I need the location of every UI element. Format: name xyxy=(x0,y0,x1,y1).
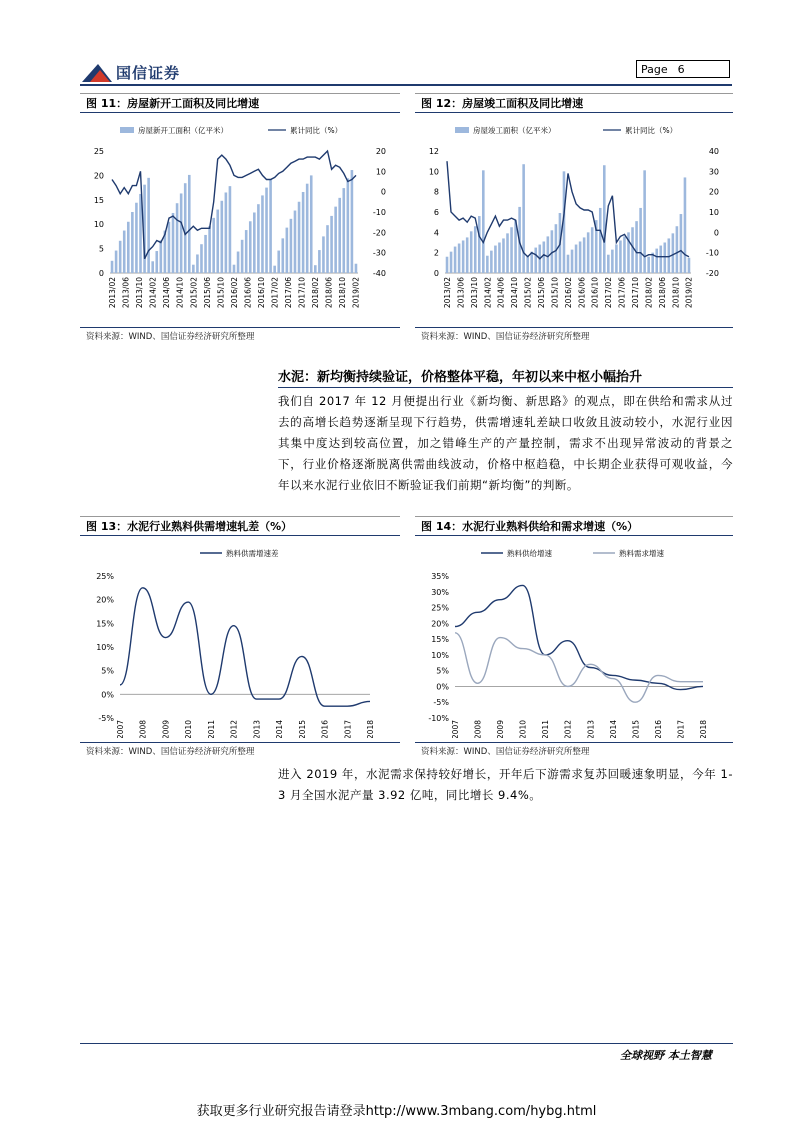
fig12-y-right-tick-1: -10 xyxy=(705,248,719,258)
fig11-legend-label-bars: 房屋新开工面积（亿平米） xyxy=(138,126,228,135)
header-rule xyxy=(80,84,732,86)
figure-13-title: 图 13：水泥行业熟料供需增速轧差（%） xyxy=(80,516,400,536)
fig11-x-tick-7: 2015/06 xyxy=(202,277,212,309)
figure-14-chart xyxy=(415,536,733,738)
fig13-x-tick-2: 2009 xyxy=(161,720,171,738)
page-number: 6 xyxy=(677,63,685,76)
footer-rule xyxy=(80,1043,733,1044)
fig12-legend-swatch-bars xyxy=(455,127,469,133)
fig12-x-tick-17: 2018/10 xyxy=(671,277,681,309)
fig12-bar-48 xyxy=(639,208,642,273)
fig11-bar-2 xyxy=(119,241,122,273)
fig12-x-tick-13: 2017/06 xyxy=(617,277,627,309)
fig13-x-tick-4: 2011 xyxy=(206,720,216,738)
fig12-y-right-tick-6: 40 xyxy=(708,147,719,156)
fig11-x-tick-1: 2013/06 xyxy=(121,277,131,309)
fig11-bar-50 xyxy=(314,265,317,273)
logo-icon xyxy=(80,58,114,84)
page-indicator xyxy=(636,60,730,78)
fig11-bar-47 xyxy=(302,192,305,273)
fig11-x-tick-11: 2016/10 xyxy=(256,277,266,309)
fig12-bar-32 xyxy=(575,245,578,273)
fig14-x-tick-4: 2011 xyxy=(541,720,551,738)
figure-12 xyxy=(415,93,733,345)
fig11-x-tick-10: 2016/06 xyxy=(243,277,253,309)
fig12-bar-14 xyxy=(502,238,505,273)
fig12-bar-49 xyxy=(643,170,646,273)
fig11-bar-3 xyxy=(123,231,126,273)
footer-slogan: 全球视野 本土智慧 xyxy=(620,1049,712,1062)
company-logo xyxy=(80,58,220,86)
fig12-x-tick-10: 2016/06 xyxy=(577,277,587,309)
fig12-bar-16 xyxy=(510,227,513,273)
fig12-y-right-tick-3: 10 xyxy=(708,208,719,217)
fig14-y-tick-3: 5% xyxy=(436,666,449,676)
fig11-x-tick-13: 2017/06 xyxy=(284,277,294,309)
fig12-bar-52 xyxy=(655,249,658,273)
fig11-y-left-tick-3: 15 xyxy=(93,195,104,205)
fig11-y-right-tick-4: 0 xyxy=(380,187,386,197)
fig11-x-tick-0: 2013/02 xyxy=(108,277,118,309)
fig13-y-tick-6: 25% xyxy=(96,572,114,581)
fig12-bar-30 xyxy=(567,255,570,273)
fig11-bar-38 xyxy=(265,188,268,273)
fig11-x-tick-15: 2018/02 xyxy=(311,277,321,309)
fig12-bar-6 xyxy=(470,231,473,273)
fig13-x-tick-7: 2014 xyxy=(275,720,285,738)
fig11-x-tick-8: 2015/10 xyxy=(216,277,226,309)
fig12-bar-21 xyxy=(530,252,533,273)
fig11-bar-27 xyxy=(221,201,224,273)
fig11-bar-34 xyxy=(249,221,252,273)
fig11-bar-28 xyxy=(225,192,228,273)
fig12-y-right-tick-0: -20 xyxy=(705,269,719,278)
fig14-x-tick-3: 2010 xyxy=(518,720,528,738)
fig13-y-tick-3: 10% xyxy=(96,643,114,652)
fig12-bar-40 xyxy=(607,255,610,273)
fig12-bar-12 xyxy=(494,246,497,273)
fig12-bar-38 xyxy=(599,208,602,273)
fig11-x-tick-14: 2017/10 xyxy=(297,277,307,309)
fig12-y-left-tick-2: 4 xyxy=(433,228,439,238)
fig12-legend-label-line: 累计同比（%） xyxy=(625,126,678,135)
fig12-bar-9 xyxy=(482,170,485,273)
fig11-x-tick-6: 2015/02 xyxy=(189,277,199,309)
fig11-bar-29 xyxy=(229,186,232,273)
fig11-bar-6 xyxy=(135,203,138,273)
fig11-bar-15 xyxy=(172,213,175,273)
fig12-x-tick-1: 2013/06 xyxy=(456,277,466,309)
fig11-y-right-tick-3: -10 xyxy=(372,208,386,217)
figure-11 xyxy=(80,93,400,345)
fig11-bar-4 xyxy=(127,222,130,273)
paragraph-2: 进入 2019 年，水泥需求保持较好增长，开年后下游需求复苏回暖速象明显，今年 1-3 月全国水泥产量 3.92 亿吨，同比增长 9.4%。 xyxy=(278,767,733,802)
fig12-bar-2 xyxy=(454,247,457,273)
fig11-bar-55 xyxy=(334,207,337,273)
fig12-bar-35 xyxy=(587,232,590,273)
fig14-x-tick-0: 2007 xyxy=(451,720,460,738)
fig11-bar-23 xyxy=(204,235,207,273)
fig12-bar-7 xyxy=(474,226,477,273)
fig14-x-tick-7: 2014 xyxy=(608,720,618,738)
fig12-bar-41 xyxy=(611,250,614,273)
fig12-bar-57 xyxy=(676,226,679,273)
fig14-y-tick-9: 35% xyxy=(431,572,449,581)
fig13-y-tick-4: 15% xyxy=(96,619,114,629)
figure-12-source: 资料来源：WIND、国信证券经济研究所整理 xyxy=(415,327,733,345)
fig11-bar-54 xyxy=(330,216,333,273)
fig11-bar-58 xyxy=(347,178,350,273)
figure-12-chart xyxy=(415,113,733,323)
fig11-bar-39 xyxy=(269,179,272,273)
fig12-bar-54 xyxy=(663,243,666,274)
fig12-bar-22 xyxy=(534,248,537,273)
fig14-x-tick-6: 2013 xyxy=(586,720,596,738)
figure-13 xyxy=(80,516,400,760)
fig11-y-left-tick-1: 5 xyxy=(98,244,104,254)
fig11-bar-7 xyxy=(139,194,142,273)
fig11-y-left-tick-5: 25 xyxy=(93,147,104,156)
fig13-x-tick-3: 2010 xyxy=(184,720,194,738)
figure-12-title: 图 12：房屋竣工面积及同比增速 xyxy=(415,93,733,113)
fig11-bar-40 xyxy=(273,266,276,273)
fig12-bar-46 xyxy=(631,227,634,273)
fig11-bar-51 xyxy=(318,250,321,273)
fig12-bar-44 xyxy=(623,236,626,273)
fig12-bar-13 xyxy=(498,243,501,274)
fig11-y-right-tick-2: -20 xyxy=(372,228,386,238)
paragraph-1: 我们自 2017 年 12 月便提出行业《新均衡、新思路》的观点，即在供给和需求从过去的高增长趋势逐渐呈现下行趋势，供需增速轧差缺口收敛且波动较小，水泥行业因其集中度达到较高位置，加之错峰生产的产量控制，需求不出现异常波动的背景之下，行业价格逐渐脱离供需曲线波动，价格中枢趋稳，中长期企业获得可观收益，今年以来水泥行业依旧不断验证我们前期“新均衡”的判断。 xyxy=(278,394,733,492)
fig12-bar-34 xyxy=(583,237,586,273)
fig12-y-left-tick-0: 0 xyxy=(433,269,439,278)
fig12-bar-39 xyxy=(603,165,606,273)
fig12-y-left-tick-1: 2 xyxy=(433,248,439,258)
fig12-bar-11 xyxy=(490,251,493,273)
fig11-bar-43 xyxy=(286,228,289,273)
fig14-y-tick-7: 25% xyxy=(431,603,449,613)
fig11-y-right-tick-1: -30 xyxy=(372,248,386,258)
fig12-bar-1 xyxy=(450,252,453,273)
fig12-x-tick-11: 2016/10 xyxy=(590,277,600,309)
fig12-bar-20 xyxy=(526,256,529,273)
fig11-bar-45 xyxy=(294,211,297,273)
fig11-bar-46 xyxy=(298,202,301,273)
fig14-x-tick-10: 2017 xyxy=(676,720,686,738)
fig11-bar-25 xyxy=(212,218,215,273)
fig11-bar-48 xyxy=(306,184,309,273)
fig12-x-tick-7: 2015/06 xyxy=(537,277,547,309)
fig11-bar-56 xyxy=(338,198,341,273)
fig12-bar-3 xyxy=(458,244,461,273)
fig13-series-0 xyxy=(120,588,370,706)
fig12-y-left-tick-3: 6 xyxy=(433,208,439,217)
fig11-bar-53 xyxy=(326,225,329,273)
fig11-bar-42 xyxy=(281,238,284,273)
fig12-bar-25 xyxy=(547,236,550,273)
fig14-x-tick-5: 2012 xyxy=(563,720,573,738)
fig14-y-tick-8: 30% xyxy=(431,587,449,597)
fig12-bar-15 xyxy=(506,233,509,273)
fig12-bar-58 xyxy=(680,214,683,273)
fig12-y-left-tick-4: 8 xyxy=(433,187,439,197)
fig11-y-right-tick-5: 10 xyxy=(375,167,386,177)
fig11-bar-60 xyxy=(355,264,358,273)
fig11-y-left-tick-4: 20 xyxy=(93,171,104,181)
fig11-bar-37 xyxy=(261,195,264,273)
fig11-bar-12 xyxy=(160,240,163,273)
fig12-bar-59 xyxy=(684,177,687,273)
fig11-legend-swatch-bars xyxy=(120,127,134,133)
fig11-bar-21 xyxy=(196,254,199,273)
fig13-x-tick-10: 2017 xyxy=(343,720,353,738)
fig14-legend-label-1: 熟料需求增速 xyxy=(619,549,664,558)
figure-11-source: 资料来源：WIND、国信证券经济研究所整理 xyxy=(80,327,400,345)
fig11-x-tick-2: 2013/10 xyxy=(135,277,145,309)
fig13-legend-label-0: 熟料供需增速差 xyxy=(226,549,279,558)
fig11-bar-0 xyxy=(111,261,114,273)
fig12-x-tick-2: 2013/10 xyxy=(469,277,479,309)
fig12-y-right-tick-5: 30 xyxy=(708,167,719,177)
fig11-bar-36 xyxy=(257,204,260,273)
fig11-bar-11 xyxy=(155,251,158,273)
fig12-x-tick-14: 2017/10 xyxy=(631,277,641,309)
fig11-y-right-tick-6: 20 xyxy=(375,147,386,156)
fig12-bar-53 xyxy=(659,246,662,273)
fig12-legend-label-bars: 房屋竣工面积（亿平米） xyxy=(473,126,556,135)
figure-13-chart xyxy=(80,536,400,738)
figure-14 xyxy=(415,516,733,760)
fig12-bar-10 xyxy=(486,256,489,273)
fig12-bar-33 xyxy=(579,241,582,273)
fig14-y-tick-0: -10% xyxy=(428,714,449,723)
fig13-x-tick-6: 2013 xyxy=(252,720,262,738)
fig14-x-tick-9: 2016 xyxy=(653,720,663,738)
fig11-legend-label-line: 累计同比（%） xyxy=(290,126,343,135)
fig12-y-right-tick-4: 20 xyxy=(708,187,719,197)
fig11-x-tick-18: 2019/02 xyxy=(351,277,361,309)
figure-11-chart xyxy=(80,113,400,323)
section-heading: 水泥：新均衡持续验证，价格整体平稳，年初以来中枢小幅抬升 xyxy=(278,370,643,385)
fig11-x-tick-5: 2014/10 xyxy=(175,277,185,309)
fig12-x-tick-15: 2018/02 xyxy=(644,277,654,309)
fig12-x-tick-9: 2016/02 xyxy=(563,277,573,309)
bottom-banner[interactable]: 获取更多行业研究报告请登录http://www.3mbang.com/hybg.html xyxy=(196,1104,597,1119)
fig12-bar-24 xyxy=(543,241,546,273)
fig13-y-tick-0: -5% xyxy=(98,714,114,723)
fig12-bar-8 xyxy=(478,216,481,273)
fig11-bar-19 xyxy=(188,175,191,273)
fig11-bar-18 xyxy=(184,183,187,273)
fig13-y-tick-5: 20% xyxy=(96,595,114,605)
fig13-x-tick-0: 2007 xyxy=(116,720,125,738)
fig11-y-left-tick-2: 10 xyxy=(93,220,104,230)
fig12-x-tick-8: 2015/10 xyxy=(550,277,560,309)
fig11-bar-52 xyxy=(322,236,325,273)
figure-11-title: 图 11：房屋新开工面积及同比增速 xyxy=(80,93,400,113)
fig11-bar-44 xyxy=(290,219,293,273)
fig12-bar-60 xyxy=(688,258,691,273)
fig13-x-tick-11: 2018 xyxy=(366,720,375,738)
fig11-y-right-tick-0: -40 xyxy=(372,269,386,278)
fig12-x-tick-12: 2017/02 xyxy=(604,277,614,309)
page-label: Page xyxy=(641,63,668,76)
fig11-bar-10 xyxy=(151,261,154,273)
fig11-bar-1 xyxy=(115,251,118,273)
fig12-x-tick-16: 2018/06 xyxy=(657,277,667,309)
fig11-bar-32 xyxy=(241,240,244,273)
fig11-x-tick-4: 2014/06 xyxy=(162,277,172,309)
fig12-x-tick-3: 2014/02 xyxy=(483,277,493,309)
fig14-x-tick-11: 2018 xyxy=(699,720,708,738)
figure-14-title: 图 14：水泥行业熟料供给和需求增速（%） xyxy=(415,516,733,536)
fig12-bar-50 xyxy=(647,257,650,273)
fig14-y-tick-5: 15% xyxy=(431,635,449,645)
company-name: 国信证券 xyxy=(116,64,181,82)
fig11-bar-24 xyxy=(208,226,211,273)
fig12-y-left-tick-6: 12 xyxy=(428,147,439,156)
fig12-x-tick-6: 2015/02 xyxy=(523,277,533,309)
fig14-x-tick-8: 2015 xyxy=(631,720,641,738)
fig14-y-tick-4: 10% xyxy=(431,650,449,660)
fig11-x-tick-16: 2018/06 xyxy=(324,277,334,309)
fig13-x-tick-8: 2015 xyxy=(297,720,307,738)
fig11-y-left-tick-0: 0 xyxy=(98,269,104,278)
fig11-bar-59 xyxy=(351,170,354,273)
fig12-bar-5 xyxy=(466,237,469,273)
fig12-bar-42 xyxy=(615,245,618,273)
fig11-x-tick-3: 2014/02 xyxy=(148,277,158,309)
fig11-bar-30 xyxy=(233,265,236,273)
fig12-bar-0 xyxy=(446,257,449,273)
fig12-bar-19 xyxy=(522,164,525,273)
fig11-x-tick-9: 2016/02 xyxy=(229,277,239,309)
fig12-bar-36 xyxy=(591,227,594,273)
fig11-bar-31 xyxy=(237,252,240,273)
fig13-x-tick-1: 2008 xyxy=(138,720,148,738)
fig12-bar-47 xyxy=(635,221,638,273)
fig11-x-tick-17: 2018/10 xyxy=(338,277,348,309)
fig14-y-tick-2: 0% xyxy=(436,682,449,692)
fig11-bar-49 xyxy=(310,175,313,273)
fig12-bar-31 xyxy=(571,250,574,273)
fig12-x-tick-0: 2013/02 xyxy=(443,277,453,309)
fig11-bar-20 xyxy=(192,265,195,273)
fig12-x-tick-5: 2014/10 xyxy=(510,277,520,309)
fig11-bar-22 xyxy=(200,244,203,273)
fig14-legend-label-0: 熟料供给增速 xyxy=(507,549,552,558)
fig12-x-tick-18: 2019/02 xyxy=(684,277,694,309)
fig11-bar-17 xyxy=(180,193,183,273)
fig11-bar-26 xyxy=(216,210,219,273)
fig13-x-tick-5: 2012 xyxy=(229,720,239,738)
fig12-y-right-tick-2: 0 xyxy=(713,228,719,238)
fig11-x-tick-12: 2017/02 xyxy=(270,277,280,309)
fig11-bar-5 xyxy=(131,212,134,273)
fig14-y-tick-1: -5% xyxy=(433,698,449,708)
fig13-y-tick-2: 5% xyxy=(101,666,114,676)
fig11-bar-9 xyxy=(147,178,150,273)
fig14-x-tick-1: 2008 xyxy=(473,720,483,738)
figure-13-source: 资料来源：WIND、国信证券经济研究所整理 xyxy=(80,742,400,760)
fig12-bar-56 xyxy=(672,233,675,273)
fig14-y-tick-6: 20% xyxy=(431,619,449,629)
fig11-bar-14 xyxy=(168,222,171,273)
fig11-bar-41 xyxy=(277,251,280,273)
fig12-y-left-tick-5: 10 xyxy=(428,167,439,177)
fig11-bar-57 xyxy=(342,188,345,273)
fig14-series-1 xyxy=(455,633,703,702)
section-rule xyxy=(278,387,733,388)
fig12-bar-43 xyxy=(619,240,622,273)
fig11-bar-35 xyxy=(253,212,256,273)
fig12-x-tick-4: 2014/06 xyxy=(496,277,506,309)
fig13-y-tick-1: 0% xyxy=(101,690,114,700)
fig13-x-tick-9: 2016 xyxy=(320,720,330,738)
fig12-bar-4 xyxy=(462,240,465,273)
fig11-bar-16 xyxy=(176,203,179,273)
fig14-x-tick-2: 2009 xyxy=(496,720,506,738)
fig11-bar-33 xyxy=(245,230,248,273)
figure-14-source: 资料来源：WIND、国信证券经济研究所整理 xyxy=(415,742,733,760)
